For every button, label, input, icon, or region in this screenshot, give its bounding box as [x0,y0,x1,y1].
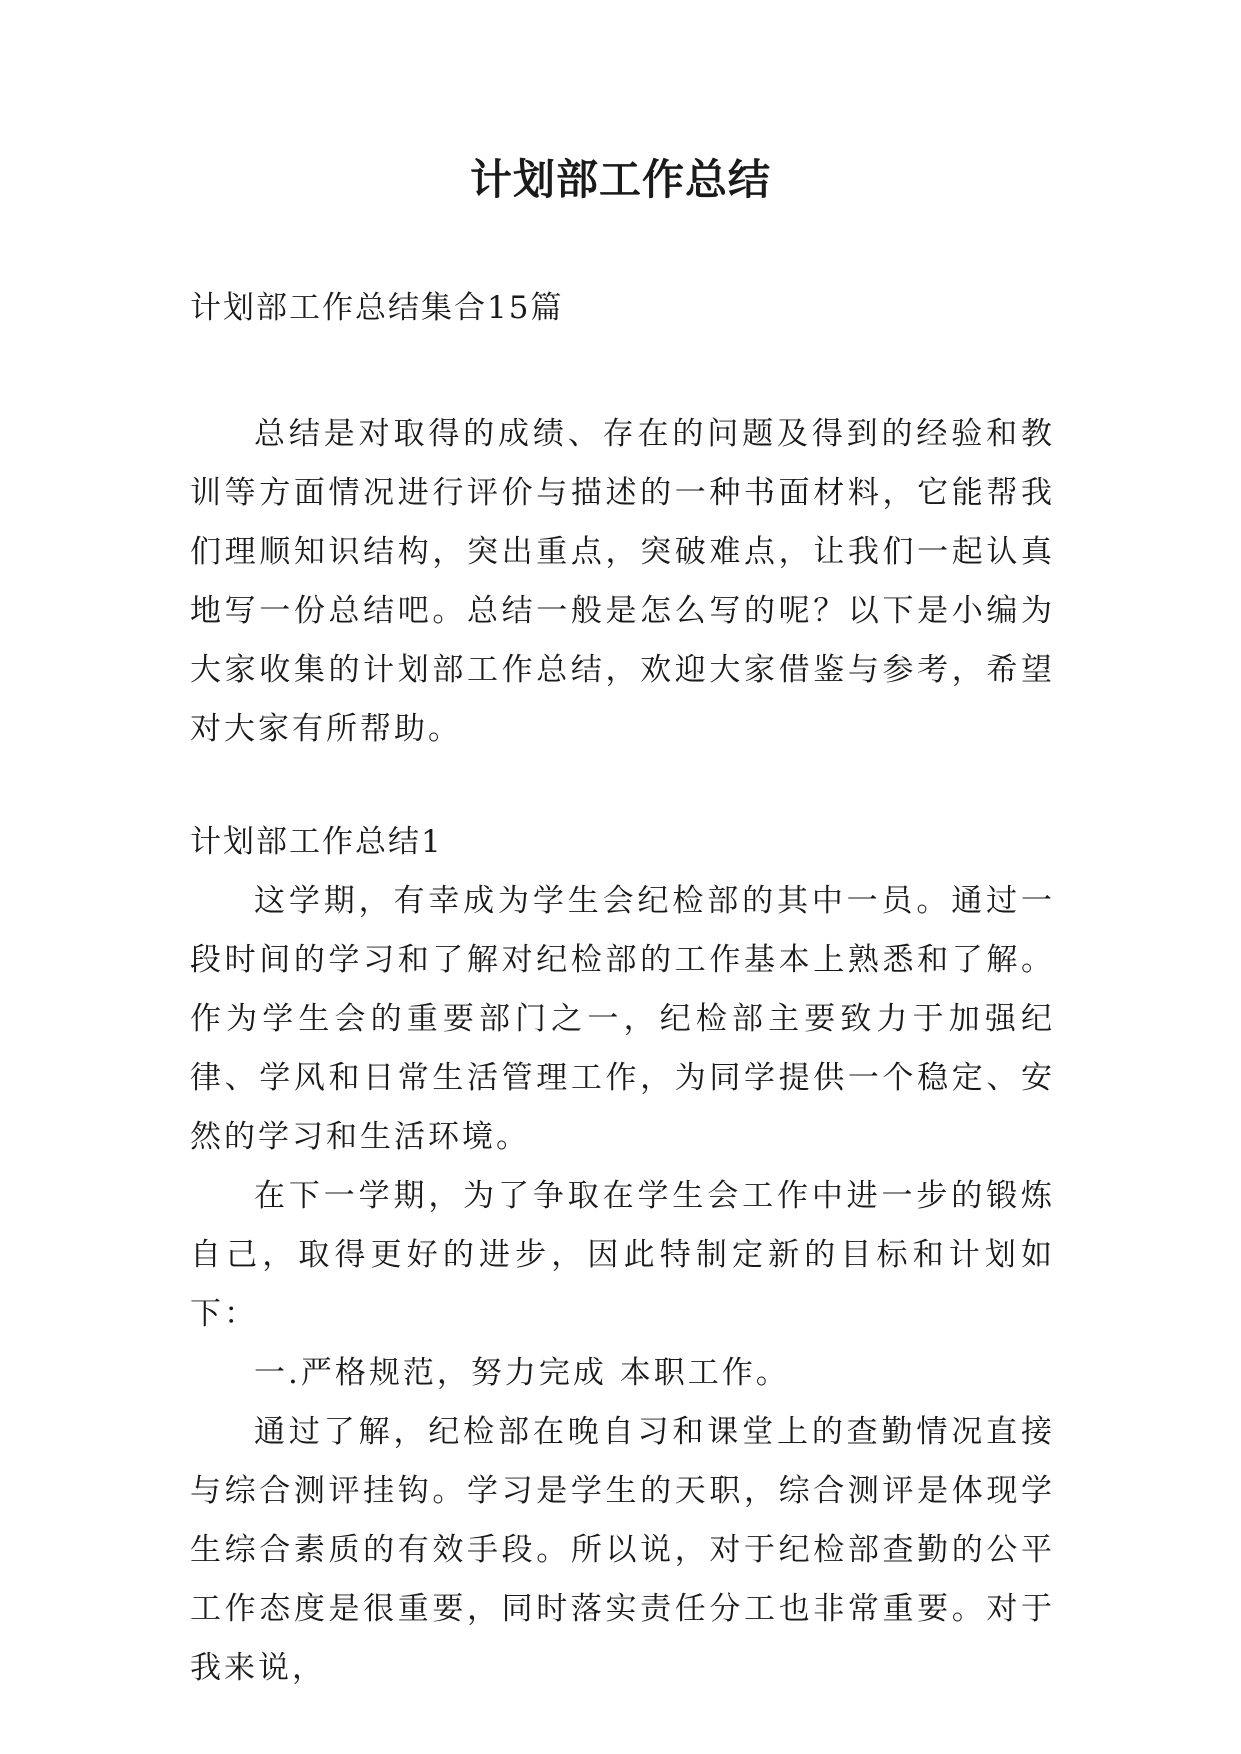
section-1 [190,813,1055,1698]
document-title: 计划部工作总结 [469,155,771,204]
intro-paragraph: 总结是对取得的成绩、存在的问题及得到的经验和教训等方面情况进行评价与描述的一种书面材料，它能帮我们理顺知识结构，突出重点，突破难点，让我们一起认真地写一份总结吧。总结一般是怎么写的呢？以下是小编为大家收集的计划部工作总结，欢迎大家借鉴与参考，希望对大家有所帮助。 [190,416,1055,747]
body-paragraph-3: 一.严格规范，努力完成 本职工作。 [254,1355,790,1391]
section-heading: 计划部工作总结1 [190,824,443,860]
body-paragraph-4: 通过了解，纪检部在晚自习和课堂上的查勤情况直接与综合测评挂钩。学习是学生的天职，综合测评是体现学生综合素质的有效手段。所以说，对于纪检部查勤的公平工作态度是很重要，同时落实责任分工也非常重要。对于我来说， [190,1414,1055,1686]
body-paragraph-1: 这学期，有幸成为学生会纪检部的其中一员。通过一段时间的学习和了解对纪检部的工作基本上熟悉和了解。作为学生会的重要部门之一，纪检部主要致力于加强纪律、学风和日常生活管理工作，为同学提供一个稳定、安然的学习和生活环境。 [190,883,1055,1155]
body-paragraph-2: 在下一学期，为了争取在学生会工作中进一步的锻炼自己，取得更好的进步，因此特制定新的目标和计划如下： [190,1178,1055,1332]
document-subtitle: 计划部工作总结集合15篇 [190,290,564,326]
